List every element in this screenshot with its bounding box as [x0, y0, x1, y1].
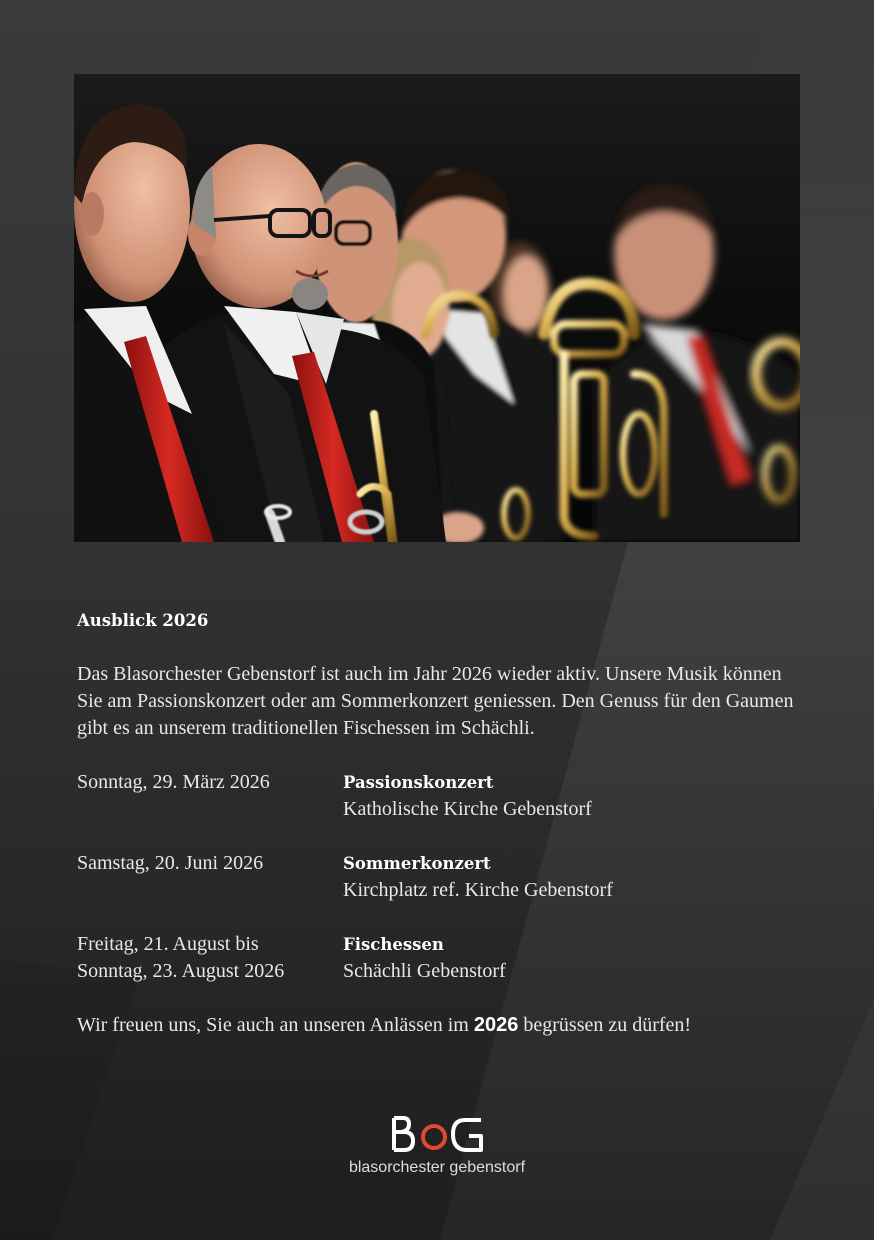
- bog-logo-mark: [387, 1112, 487, 1156]
- event-list: [77, 769, 801, 985]
- section-heading: Ausblick 2026: [77, 611, 209, 630]
- content: [77, 607, 801, 1039]
- event-row: [77, 769, 801, 823]
- logo-letter-o: [423, 1126, 445, 1148]
- event-title: Fischessen: [343, 935, 444, 954]
- event-location: Schächli Gebenstorf: [343, 960, 506, 982]
- event-date: [77, 769, 343, 823]
- event-date-line: Samstag, 20. Juni 2026: [77, 852, 264, 874]
- event-date: [77, 850, 343, 904]
- closing-text-end: begrüssen zu dürfen!: [518, 1014, 692, 1036]
- event-date-line: Sonntag, 23. August 2026: [77, 960, 285, 982]
- event-info: [343, 931, 801, 985]
- event-row: [77, 850, 801, 904]
- closing-text-start: Wir freuen uns, Sie auch an unseren Anlässen im: [77, 1014, 474, 1036]
- event-info: [343, 850, 801, 904]
- logo-letter-b: [394, 1118, 413, 1150]
- closing-text: [77, 1012, 801, 1039]
- logo-letter-g: [453, 1120, 481, 1150]
- concert-photo-image: [74, 74, 800, 542]
- highlight-year: 2026: [473, 1014, 519, 1036]
- event-title: Sommerkonzert: [343, 854, 491, 873]
- event-location: Katholische Kirche Gebenstorf: [343, 798, 592, 820]
- event-location: Kirchplatz ref. Kirche Gebenstorf: [343, 879, 613, 901]
- event-date-line: Sonntag, 29. März 2026: [77, 771, 270, 793]
- event-title: Passionskonzert: [343, 773, 494, 792]
- event-row: [77, 931, 801, 985]
- concert-photo: [74, 74, 800, 542]
- event-info: [343, 769, 801, 823]
- event-date: [77, 931, 343, 985]
- logo-name: blasorchester gebenstorf: [348, 1159, 526, 1176]
- event-date-line: Freitag, 21. August bis: [77, 933, 259, 955]
- intro-paragraph: Das Blasorchester Gebenstorf ist auch im Jahr 2026 wieder aktiv. Unsere Musik können Sie am Passionskonzert oder am Sommerkonzert geniessen. Den Genuss für den Gaumen gibt es an unserem traditionellen Fischessen im Schächli.: [77, 663, 794, 739]
